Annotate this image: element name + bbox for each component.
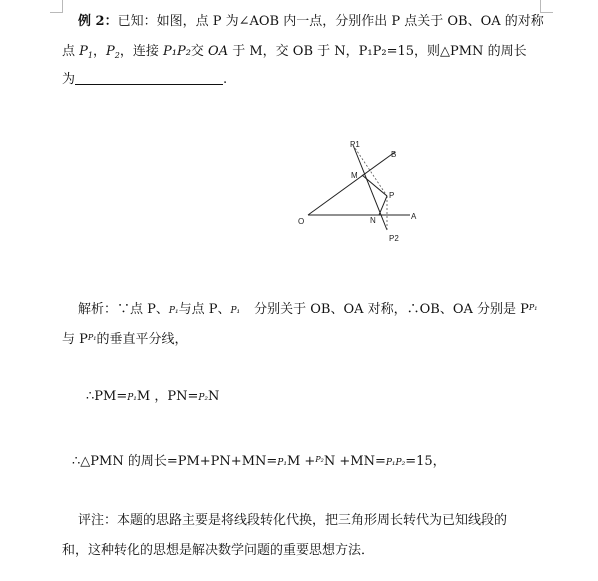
solution-line-3 [86, 389, 219, 406]
solution-p1m2: P₁ [277, 458, 287, 468]
solution-text-4a: ∴△PMN 的周长=PM+PN+MN= [72, 454, 278, 469]
label-p1: P1 [350, 140, 360, 149]
solution-text-4b: M + [286, 454, 316, 469]
problem-text-2b: ，连接 [119, 44, 163, 59]
solution-text-3a: ∴PM= [86, 389, 128, 404]
solution-p1m: P₁ [127, 393, 137, 403]
solution-p1b: P₁ [230, 306, 241, 316]
problem-text-2c: 交 [190, 44, 209, 59]
label-p: P [389, 191, 395, 200]
problem-line-1 [78, 14, 544, 30]
answer-blank [75, 72, 223, 85]
problem-text-3a: 为 [62, 72, 76, 87]
solution-text-4c: N +MN= [323, 454, 386, 469]
comment-line-1 [78, 513, 507, 529]
label-p2: P2 [389, 234, 399, 243]
problem-text-3b: . [223, 72, 228, 87]
solution-p2n: P₂ [198, 393, 209, 403]
solution-p2n2: P₂ [315, 455, 324, 464]
solution-text-3b: M ，PN= [136, 389, 199, 404]
label-n: N [370, 216, 376, 225]
segment-pn [379, 196, 387, 215]
comma: ， [92, 44, 106, 59]
solution-line-1 [78, 300, 538, 319]
solution-text-1a: 解析：∵点 P、 [78, 302, 169, 317]
problem-line-3 [62, 72, 227, 88]
solution-text-2b: 的垂直平分线， [96, 332, 188, 347]
problem-text-2a: 点 [62, 44, 80, 59]
solution-line-2 [62, 330, 188, 348]
solution-text-4d: =15， [405, 454, 446, 469]
solution-text-1c: 分别关于 OB、OA 对称，∴OB、OA 分别是 P [254, 302, 529, 317]
point-p1-sub: 1 [87, 51, 93, 60]
segment-oa: OA [208, 44, 229, 59]
solution-pp1b: P₁ [87, 333, 97, 342]
solution-text-3c: N [208, 389, 220, 404]
label-a: A [411, 212, 417, 221]
solution-pp1: P₁ [528, 303, 538, 312]
solution-p1p2: P₁P₂ [385, 458, 406, 468]
point-p2: P [106, 44, 115, 59]
example-label: 例 2： [78, 14, 118, 29]
comment-line-2 [62, 543, 374, 559]
problem-line-2 [62, 44, 527, 64]
comment-text-2: 和，这种转化的思想是解决数学问题的重要思想方法． [62, 543, 375, 558]
ray-ob [308, 152, 395, 215]
solution-text-2a: 与 P [62, 332, 88, 347]
segment-p1p2: P₁P₂ [162, 44, 191, 59]
geometry-figure [290, 130, 430, 250]
point-p2-sub: 2 [114, 51, 120, 60]
crop-mark-left [50, 0, 63, 13]
solution-line-4 [72, 452, 446, 471]
problem-text-2d: 于 M，交 OB 于 N，P₁P₂=15，则△PMN 的周长 [228, 44, 527, 59]
label-m: M [351, 171, 358, 180]
comment-text-1: 评注：本题的思路主要是将线段转化代换，把三角形周长转代为已知线段的 [78, 513, 508, 528]
label-o: O [298, 217, 305, 226]
label-b: B [391, 150, 397, 159]
solution-p1: P₁ [168, 306, 179, 316]
problem-text-1: 已知：如图，点 P 为∠AOB 内一点，分别作出 P 点关于 OB、OA 的对称 [117, 14, 544, 29]
segment-pm [362, 175, 387, 196]
crop-mark-right [540, 0, 553, 13]
point-p1: P [79, 44, 88, 59]
solution-text-1b: 与点 P、 [178, 302, 231, 317]
